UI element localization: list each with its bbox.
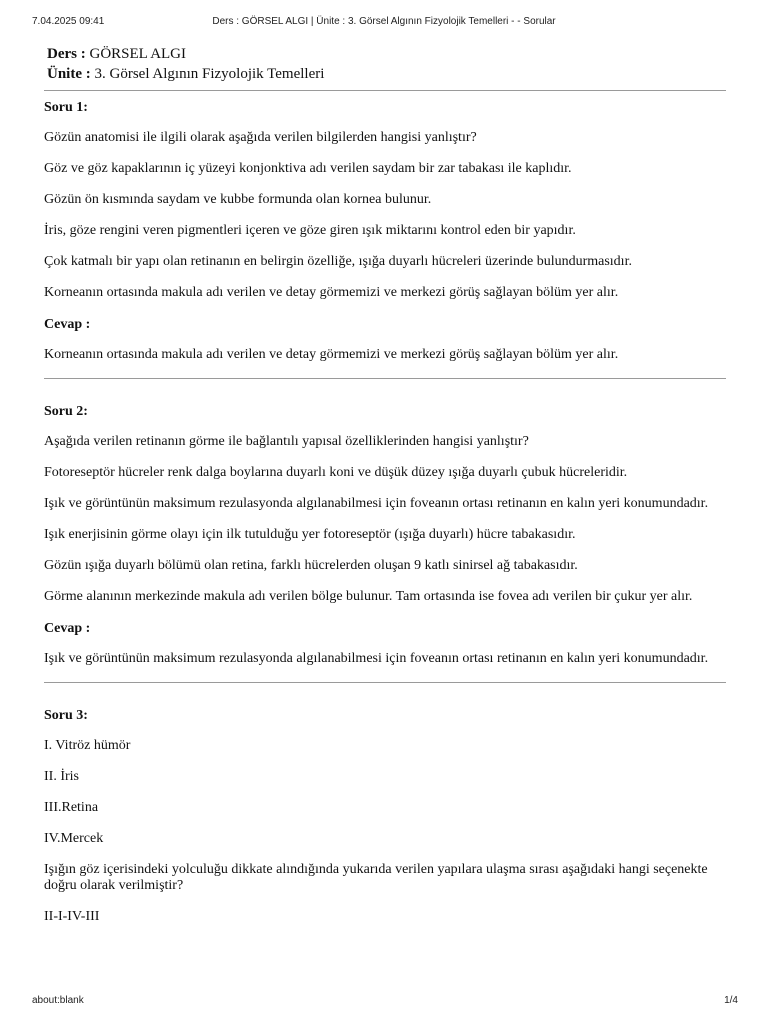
page-number: 1/4	[724, 995, 738, 1006]
answer-label: Cevap :	[44, 621, 91, 636]
unit-name	[47, 64, 726, 84]
question-option: Korneanın ortasında makula adı verilen ve detay görmemizi ve merkezi görüş sağlayan bölüm yer alır.	[44, 285, 619, 300]
question-label: Soru 2:	[44, 404, 88, 419]
answer-text: Işık ve görüntünün maksimum rezulasyonda algılanabilmesi için foveanın ortası retinanın en kalın yeri konumundadır.	[44, 651, 709, 666]
question-option: Gözün ön kısmında saydam ve kubbe formunda olan kornea bulunur.	[44, 192, 432, 207]
question-block-2	[44, 403, 726, 667]
question-option: Çok katmalı bir yapı olan retinanın en belirgin özelliğe, ışığa duyarlı hücreleri üzerinde bulundurmasıdır.	[44, 254, 632, 269]
question-option: Fotoreseptör hücreler renk dalga boylarına duyarlı koni ve düşük düzey ışığa duyarlı çubuk hücreleridir.	[44, 465, 628, 480]
course-name	[47, 44, 726, 64]
question-option: Işık enerjisinin görme olayı için ilk tutulduğu yer fotoreseptör (ışığa duyarlı) hücre tabakasıdır.	[44, 527, 576, 542]
question-label: Soru 3:	[44, 708, 88, 723]
answer-label: Cevap :	[44, 317, 91, 332]
document-content	[44, 44, 726, 940]
question-stem: Işığın göz içerisindeki yolculuğu dikkate alındığında yukarıda verilen yapılara ulaşma sırası aşağıdaki hangi seçenekte doğru olarak verilmiştir?	[44, 862, 708, 893]
course-label: Ders :	[47, 46, 86, 62]
course-value: GÖRSEL ALGI	[89, 46, 187, 62]
question-divider	[44, 682, 726, 683]
list-item: I. Vitröz hümör	[44, 738, 131, 753]
question-option: II-I-IV-III	[44, 909, 100, 924]
question-option: İris, göze rengini veren pigmentleri içeren ve göze giren ışık miktarını kontrol eden bir yapıdır.	[44, 223, 576, 238]
question-option: Gözün ışığa duyarlı bölümü olan retina, farklı hücrelerden oluşan 9 katlı sinirsel ağ tabakasıdır.	[44, 558, 578, 573]
question-divider	[44, 378, 726, 379]
question-option: Işık ve görüntünün maksimum rezulasyonda algılanabilmesi için foveanın ortası retinanın en kalın yeri konumundadır.	[44, 496, 709, 511]
print-title: Ders : GÖRSEL ALGI | Ünite : 3. Görsel Algının Fizyolojik Temelleri - - Sorular	[212, 16, 556, 27]
question-block-1	[44, 99, 726, 363]
unit-label: Ünite :	[47, 66, 91, 82]
header-divider	[44, 90, 726, 91]
question-option: Göz ve göz kapaklarının iç yüzeyi konjonktiva adı verilen saydam bir zar tabakası ile kaplıdır.	[44, 161, 572, 176]
question-stem: Aşağıda verilen retinanın görme ile bağlantılı yapısal özelliklerinden hangisi yanlıştır?	[44, 434, 529, 449]
question-label: Soru 1:	[44, 100, 88, 115]
print-datetime: 7.04.2025 09:41	[32, 16, 105, 27]
list-item: IV.Mercek	[44, 831, 104, 846]
answer-text: Korneanın ortasında makula adı verilen ve detay görmemizi ve merkezi görüş sağlayan bölüm yer alır.	[44, 347, 619, 362]
list-item: II. İris	[44, 769, 79, 784]
unit-value: 3. Görsel Algının Fizyolojik Temelleri	[94, 66, 325, 82]
question-option: Görme alanının merkezinde makula adı verilen bölge bulunur. Tam ortasında ise fovea adı verilen bir çukur yer alır.	[44, 589, 693, 604]
list-item: III.Retina	[44, 800, 99, 815]
print-url: about:blank	[32, 995, 84, 1006]
question-stem: Gözün anatomisi ile ilgili olarak aşağıda verilen bilgilerden hangisi yanlıştır?	[44, 130, 477, 145]
question-block-3	[44, 707, 726, 925]
